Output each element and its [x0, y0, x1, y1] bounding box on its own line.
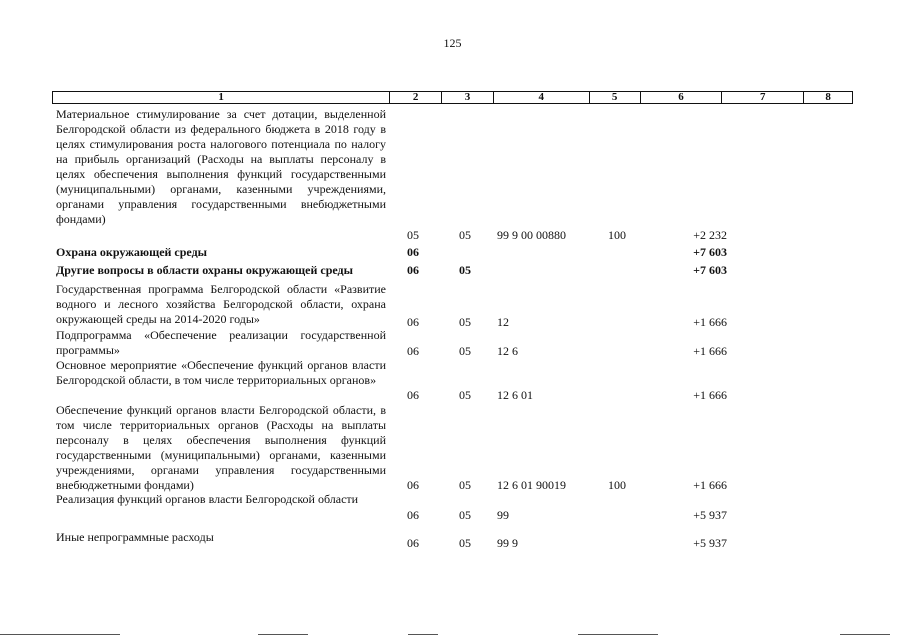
row-rz: 06	[407, 263, 419, 277]
row-csr: 12 6 01 90019	[497, 478, 566, 492]
row-amount: +7 603	[693, 263, 727, 277]
page-number: 125	[443, 36, 462, 50]
header-col-7: 7	[722, 92, 804, 103]
header-col-2: 2	[390, 92, 442, 103]
row-description: Обеспечение функций органов власти Белгородской области, в том числе территориальных органов (Расходы на выплаты персоналу в целях обеспечения выполнения функций государственными (муниципальными) органами, казенными учреждениями, органами управления государственными внебюджетными фондами)	[56, 403, 386, 492]
row-rz: 06	[407, 536, 419, 550]
row-description: Основное мероприятие «Обеспечение функций органов власти Белгородской области, в том числе территориальных органов»	[56, 358, 386, 387]
row-amount: +1 666	[693, 344, 727, 358]
footer-rule	[840, 634, 890, 635]
footer-rule	[578, 634, 658, 635]
row-description: Подпрограмма «Обеспечение реализации государственной программы»	[56, 328, 386, 357]
row-description: Иные непрограммные расходы	[56, 530, 214, 544]
row-description: Другие вопросы в области охраны окружающей среды	[56, 263, 353, 277]
row-pr: 05	[459, 315, 471, 329]
row-pr: 05	[459, 263, 471, 277]
row-rz: 06	[407, 508, 419, 522]
row-rz: 06	[407, 245, 419, 259]
header-col-8: 8	[825, 91, 831, 103]
row-amount: +5 937	[693, 508, 727, 522]
row-pr: 05	[459, 508, 471, 522]
header-col-6: 6	[641, 92, 723, 103]
row-pr: 05	[459, 228, 471, 242]
row-amount: +2 232	[693, 228, 727, 242]
row-rz: 06	[407, 478, 419, 492]
header-col-5: 5	[590, 92, 641, 103]
row-amount: +1 666	[693, 388, 727, 402]
row-description: Материальное стимулирование за счет дотации, выделенной Белгородской области из федерального бюджета в 2018 году в целях стимулирования роста налогового потенциала по налогу на прибыль организаций (Расходы на выплаты персоналу в целях обеспечения выполнения функций государственными (муниципальными) органами, казенными учреждениями, органами управления государственными внебюджетными фондами)	[56, 107, 386, 226]
row-csr: 12	[497, 315, 509, 329]
row-csr: 12 6	[497, 344, 518, 358]
header-col-1: 1	[53, 92, 390, 103]
row-description: Охрана окружающей среды	[56, 245, 208, 259]
row-amount: +7 603	[693, 245, 727, 259]
row-csr: 99	[497, 508, 509, 522]
row-csr: 12 6 01	[497, 388, 533, 402]
footer-rule	[258, 634, 308, 635]
row-rz: 06	[407, 388, 419, 402]
header-col-3: 3	[442, 92, 494, 103]
row-rz: 06	[407, 344, 419, 358]
row-amount: +1 666	[693, 478, 727, 492]
row-description: Реализация функций органов власти Белгородской области	[56, 492, 359, 506]
header-col-4: 4	[494, 92, 590, 103]
table-header	[52, 91, 853, 104]
row-vr: 100	[608, 228, 626, 242]
row-pr: 05	[459, 536, 471, 550]
row-rz: 05	[407, 228, 419, 242]
row-description: Государственная программа Белгородской области «Развитие водного и лесного хозяйства Белгородской области, охрана окружающей среды на 2014-2020 годы»	[56, 282, 386, 326]
row-pr: 05	[459, 388, 471, 402]
footer-rule	[0, 634, 120, 635]
row-rz: 06	[407, 315, 419, 329]
row-pr: 05	[459, 344, 471, 358]
row-pr: 05	[459, 478, 471, 492]
row-csr: 99 9 00 00880	[497, 228, 566, 242]
row-csr: 99 9	[497, 536, 518, 550]
row-vr: 100	[608, 478, 626, 492]
footer-rule	[408, 634, 438, 635]
row-amount: +1 666	[693, 315, 727, 329]
row-amount: +5 937	[693, 536, 727, 550]
